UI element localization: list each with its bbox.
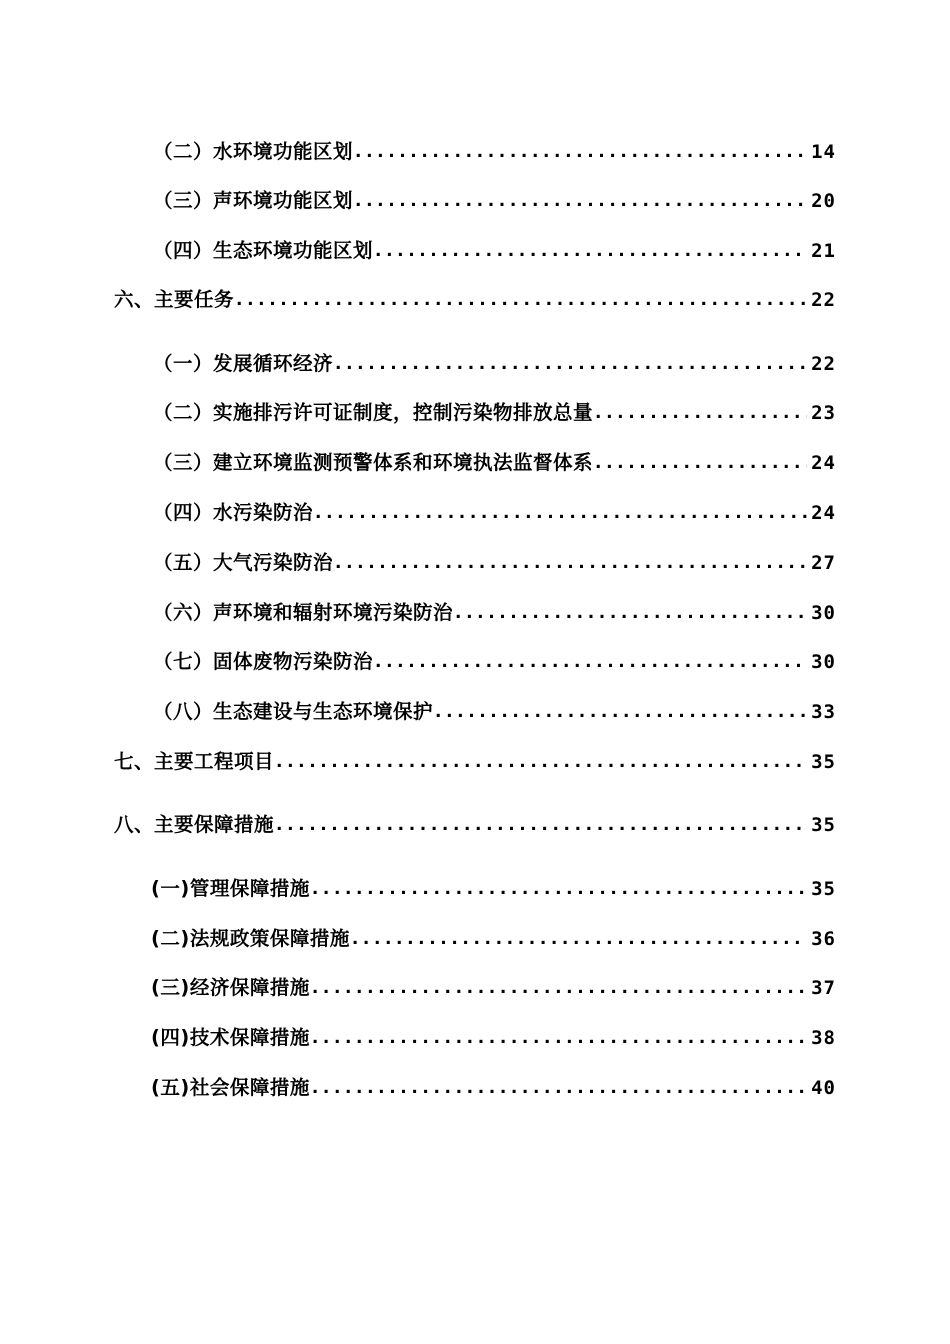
toc-entry-page: 14 [811,141,836,163]
toc-entry[interactable] [153,137,836,167]
toc-entry-label: 六、主要任务 [114,288,235,311]
toc-entry-label: (五)社会保障措施 [151,1076,310,1099]
toc-entry-page: 24 [811,502,836,524]
toc-entry[interactable] [153,498,836,528]
toc-entry[interactable] [151,924,836,954]
toc-entry-page: 33 [811,701,836,723]
toc-entry[interactable] [114,285,836,315]
toc-leader-dots [312,973,807,1003]
toc-leader-dots [355,137,807,167]
toc-entry-label: （四）水污染防治 [153,501,314,524]
toc-entry-label: （一）发展循环经济 [153,352,334,375]
toc-entry-label: 七、主要工程项目 [114,750,275,773]
toc-entry-page: 20 [811,190,836,212]
toc-entry[interactable] [153,398,836,428]
toc-leader-dots [276,810,807,840]
toc-leader-dots [435,697,807,727]
toc-leader-dots [455,598,807,628]
toc-entry-page: 27 [811,552,836,574]
toc-entry-label: （六）声环境和辐射环境污染防治 [153,601,454,624]
toc-entry-label: (三)经济保障措施 [151,976,310,999]
toc-entry[interactable] [151,1073,836,1103]
toc-entry-page: 37 [811,977,836,999]
toc-entry-label: （三）建立环境监测预警体系和环境执法监督体系 [153,451,594,474]
toc-entry-page: 30 [811,651,836,673]
toc-entry[interactable] [153,598,836,628]
toc-leader-dots [335,548,807,578]
toc-entry-label: （八）生态建设与生态环境保护 [153,700,434,723]
toc-entry-label: （三）声环境功能区划 [153,189,354,212]
toc-leader-dots [595,398,807,428]
toc-entry-page: 22 [811,289,836,311]
toc-entry-label: (一)管理保障措施 [151,877,310,900]
toc-entry[interactable] [153,697,836,727]
toc-leader-dots [312,1073,807,1103]
toc-entry[interactable] [153,448,836,478]
toc-entry[interactable] [114,810,836,840]
toc-entry-page: 22 [811,353,836,375]
toc-leader-dots [236,285,807,315]
toc-entry-page: 35 [811,878,836,900]
toc-entry-page: 21 [811,240,836,262]
toc-entry[interactable] [151,973,836,1003]
toc-entry[interactable] [153,548,836,578]
toc-leader-dots [312,874,807,904]
toc-entry[interactable] [151,1023,836,1053]
toc-entry[interactable] [153,349,836,379]
toc-entry-label: (二)法规政策保障措施 [151,927,350,950]
toc-leader-dots [335,349,807,379]
toc-entry-page: 24 [811,452,836,474]
toc-leader-dots [276,747,807,777]
toc-entry-page: 40 [811,1077,836,1099]
toc-leader-dots [315,498,807,528]
toc-entry[interactable] [151,874,836,904]
toc-entry[interactable] [114,747,836,777]
toc-entry-label: 八、主要保障措施 [114,813,275,836]
toc-entry[interactable] [153,647,836,677]
toc-entry-page: 23 [811,402,836,424]
toc-entry-page: 36 [811,928,836,950]
toc-entry-page: 38 [811,1027,836,1049]
toc-entry-label: （五）大气污染防治 [153,551,334,574]
toc-entry-label: (四)技术保障措施 [151,1026,310,1049]
toc-leader-dots [355,186,807,216]
toc-leader-dots [312,1023,807,1053]
toc-entry-label: （四）生态环境功能区划 [153,239,374,262]
toc-entry-page: 35 [811,751,836,773]
toc-entry-label: （二）水环境功能区划 [153,140,354,163]
toc-entry[interactable] [153,236,836,266]
toc-entry-label: （二）实施排污许可证制度，控制污染物排放总量 [153,401,594,424]
toc-entry-page: 30 [811,602,836,624]
toc-entry-label: （七）固体废物污染防治 [153,650,374,673]
toc-leader-dots [375,647,807,677]
toc-entry[interactable] [153,186,836,216]
toc-leader-dots [375,236,807,266]
toc-leader-dots [352,924,807,954]
toc-leader-dots [595,448,807,478]
toc-entry-page: 35 [811,814,836,836]
